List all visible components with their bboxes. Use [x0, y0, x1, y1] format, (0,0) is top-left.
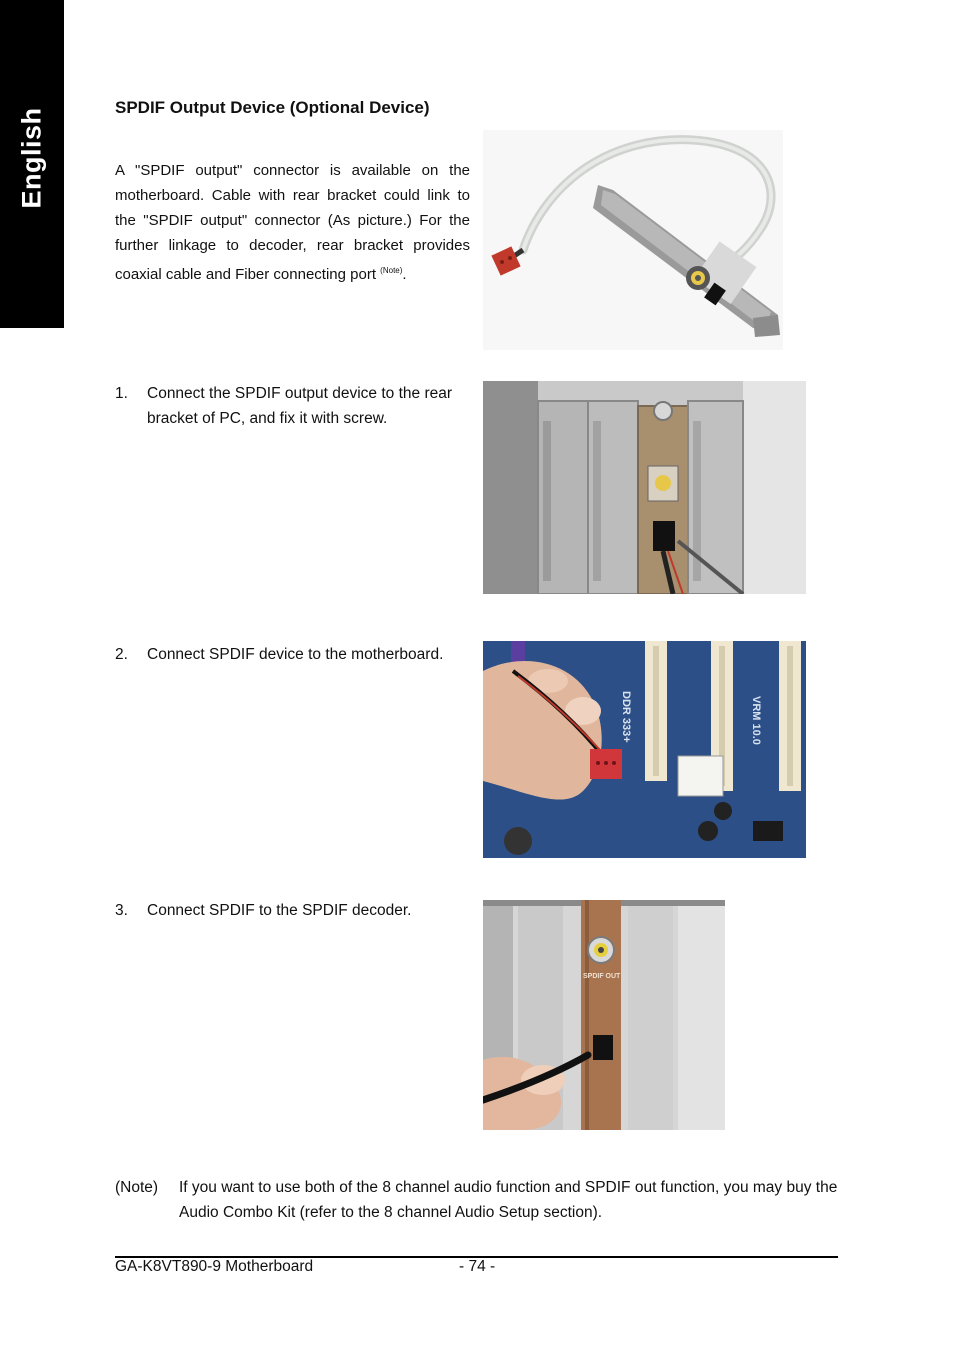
step-number: 1. [115, 385, 128, 402]
note-text: If you want to use both of the 8 channel audio function and SPDIF out function, you may buy the Audio Combo Kit (refer to the 8 channel Audio Setup section). [179, 1179, 838, 1221]
step-1 [115, 381, 460, 431]
bracket-install-photo [483, 381, 806, 594]
section-heading: SPDIF Output Device (Optional Device) [115, 98, 430, 117]
step-2 [115, 642, 460, 667]
language-label: English [16, 107, 47, 209]
intro-text: A "SPDIF output" connector is available on the motherboard. Cable with rear bracket could link to the "SPDIF output" connector (As picture.) For the further linkage to decoder, rear bracket provides coaxial cable and Fiber connecting port [115, 162, 470, 283]
intro-paragraph [115, 158, 470, 287]
step-text: Connect SPDIF device to the motherboard. [147, 646, 444, 663]
silkscreen-vrm: VRM 10.0 [750, 696, 762, 745]
step-number: 2. [115, 646, 128, 663]
note-label: (Note) [115, 1179, 159, 1196]
step-text: Connect SPDIF to the SPDIF decoder. [147, 902, 412, 919]
bracket-port-label: SPDIF OUT [583, 973, 621, 980]
footer-model: GA-K8VT890-9 Motherboard [115, 1258, 314, 1275]
intro-end: . [402, 266, 407, 283]
page-number: - 74 - [459, 1258, 496, 1275]
decoder-connect-photo [483, 900, 725, 1130]
silkscreen-ddr: DDR 333+ [620, 691, 632, 743]
spdif-cable-photo [483, 130, 783, 350]
footnote [115, 1175, 840, 1225]
step-text: Connect the SPDIF output device to the rear bracket of PC, and fix it with screw. [147, 385, 453, 427]
language-side-tab [0, 0, 64, 328]
step-3 [115, 898, 460, 923]
note-reference: (Note) [380, 266, 403, 275]
motherboard-connect-photo [483, 641, 806, 858]
step-number: 3. [115, 902, 128, 919]
